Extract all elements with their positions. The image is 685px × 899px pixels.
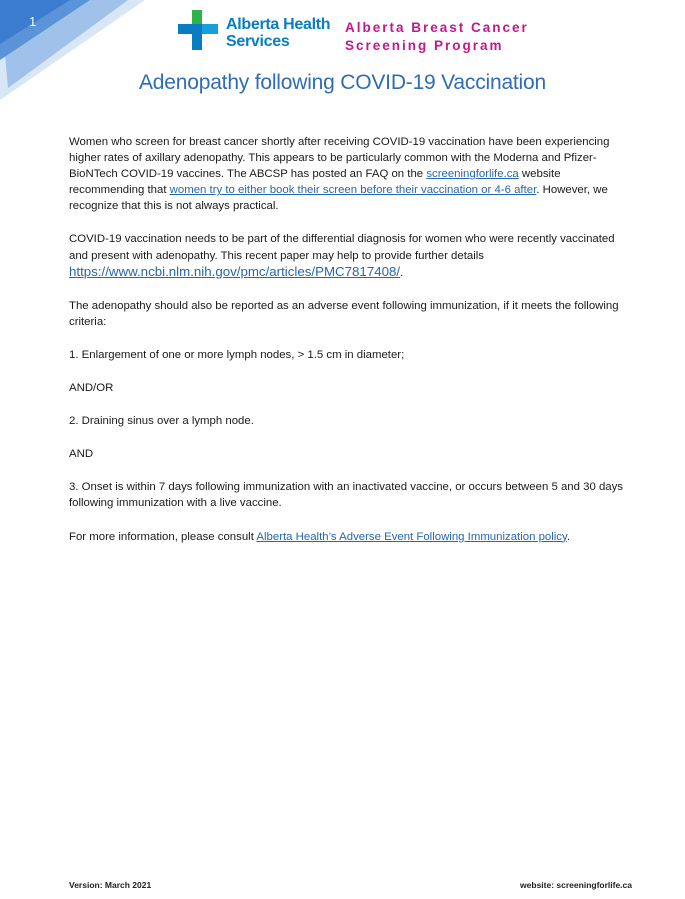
ahs-wordmark — [226, 16, 330, 50]
differential-paragraph — [69, 231, 629, 280]
program-wordmark — [345, 19, 529, 55]
and-or-label: AND/OR — [69, 382, 114, 395]
aefi-policy-link[interactable]: Alberta Health’s Adverse Event Following Immunization policy — [256, 530, 567, 543]
book-screen-link[interactable]: women try to either book their screen before their vaccination or 4-6 after — [169, 184, 537, 197]
page-number: 1 — [29, 14, 37, 29]
closing-text: For more information, please consult — [69, 530, 257, 543]
program-line1: Alberta Breast Cancer — [345, 20, 529, 35]
ahs-line2: Services — [226, 33, 290, 50]
footer-version: Version: March 2021 — [69, 880, 152, 890]
closing-paragraph — [69, 529, 629, 545]
criteria-2: 2. Draining sinus over a lymph node. — [69, 415, 254, 428]
and-label: AND — [69, 448, 94, 461]
intro-paragraph — [69, 134, 629, 214]
ahs-line1: Alberta Health — [226, 16, 331, 33]
intro-text-3: . However, we recognize that this is not always practical. — [69, 184, 608, 213]
intro-text-1: Women who screen for breast cancer shortly after receiving COVID-19 vaccination have been experiencing higher rates of axillary adenopathy. This appears to be particularly common with the Moderna and Pfizer-BioNTech COVID-19 vaccines. The ABCSP has posted an FAQ on the — [69, 136, 610, 181]
footer-website: website: screeningforlife.ca — [520, 880, 632, 890]
differential-text: COVID-19 vaccination needs to be part of the differential diagnosis for women who were recently vaccinated and present with adenopathy. This recent paper may help to provide further details — [69, 233, 615, 262]
criteria-1: 1. Enlargement of one or more lymph nodes, > 1.5 cm in diameter; — [69, 348, 405, 361]
differential-text-end: . — [400, 266, 404, 279]
criteria-3: 3. Onset is within 7 days following immunization with an inactivated vaccine, or occurs between 5 and 30 days following immunization with a live vaccine. — [69, 481, 624, 510]
screeningforlife-link[interactable]: screeningforlife.ca — [426, 168, 519, 181]
intro-text-2: website recommending that — [69, 168, 561, 197]
ncbi-paper-link[interactable]: https://www.ncbi.nlm.nih.gov/pmc/articles/PMC7817408/ — [69, 263, 401, 279]
ahs-cross-logo-icon — [178, 10, 218, 50]
program-line2: Screening Program — [345, 38, 504, 53]
document-body — [69, 134, 629, 562]
page-title: Adenopathy following COVID-19 Vaccination — [139, 71, 546, 94]
closing-text-end: . — [566, 530, 571, 543]
adverse-event-paragraph: The adenopathy should also be reported as an adverse event following immunization, if it meets the following criteria: — [69, 299, 619, 328]
